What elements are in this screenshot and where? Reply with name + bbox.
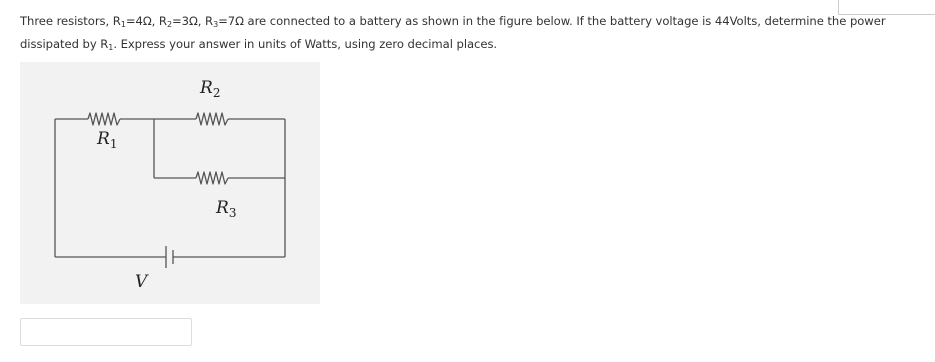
r2-subscript: 2	[166, 20, 172, 29]
question-part-5: . Express your answer in units of Watts, using zero decimal places.	[113, 36, 498, 51]
question-part-2: =4Ω, R	[125, 14, 167, 28]
question-text	[20, 12, 925, 57]
resistor-r1	[88, 113, 120, 125]
r2-label	[199, 78, 220, 100]
r1-subscript: 1	[120, 20, 126, 29]
r2-label-sub: 2	[212, 86, 221, 100]
question-part-1: Three resistors, R	[20, 14, 121, 28]
r3-label-sub: 3	[228, 206, 237, 220]
r1-subscript-second: 1	[108, 42, 114, 52]
battery-voltage-label: V	[135, 272, 148, 292]
circuit-diagram	[20, 62, 320, 304]
answer-input[interactable]	[20, 318, 192, 346]
r3-label-letter: R	[216, 198, 229, 218]
r1-label-sub: 1	[109, 137, 118, 151]
circuit-figure	[20, 62, 320, 304]
question-part-4: =7Ω are connected to a battery as shown in the figure below. If the battery voltage is 44Volts, determine the power dissipated by R	[20, 14, 886, 51]
question-part-3: =3Ω, R	[171, 14, 214, 28]
r1-label-letter: R	[97, 129, 110, 149]
resistor-r2	[196, 113, 228, 125]
r3-subscript: 3	[213, 20, 219, 29]
r1-label	[96, 129, 117, 151]
resistor-r3	[196, 172, 228, 184]
r3-label	[215, 198, 236, 220]
r2-label-letter: R	[200, 78, 213, 98]
